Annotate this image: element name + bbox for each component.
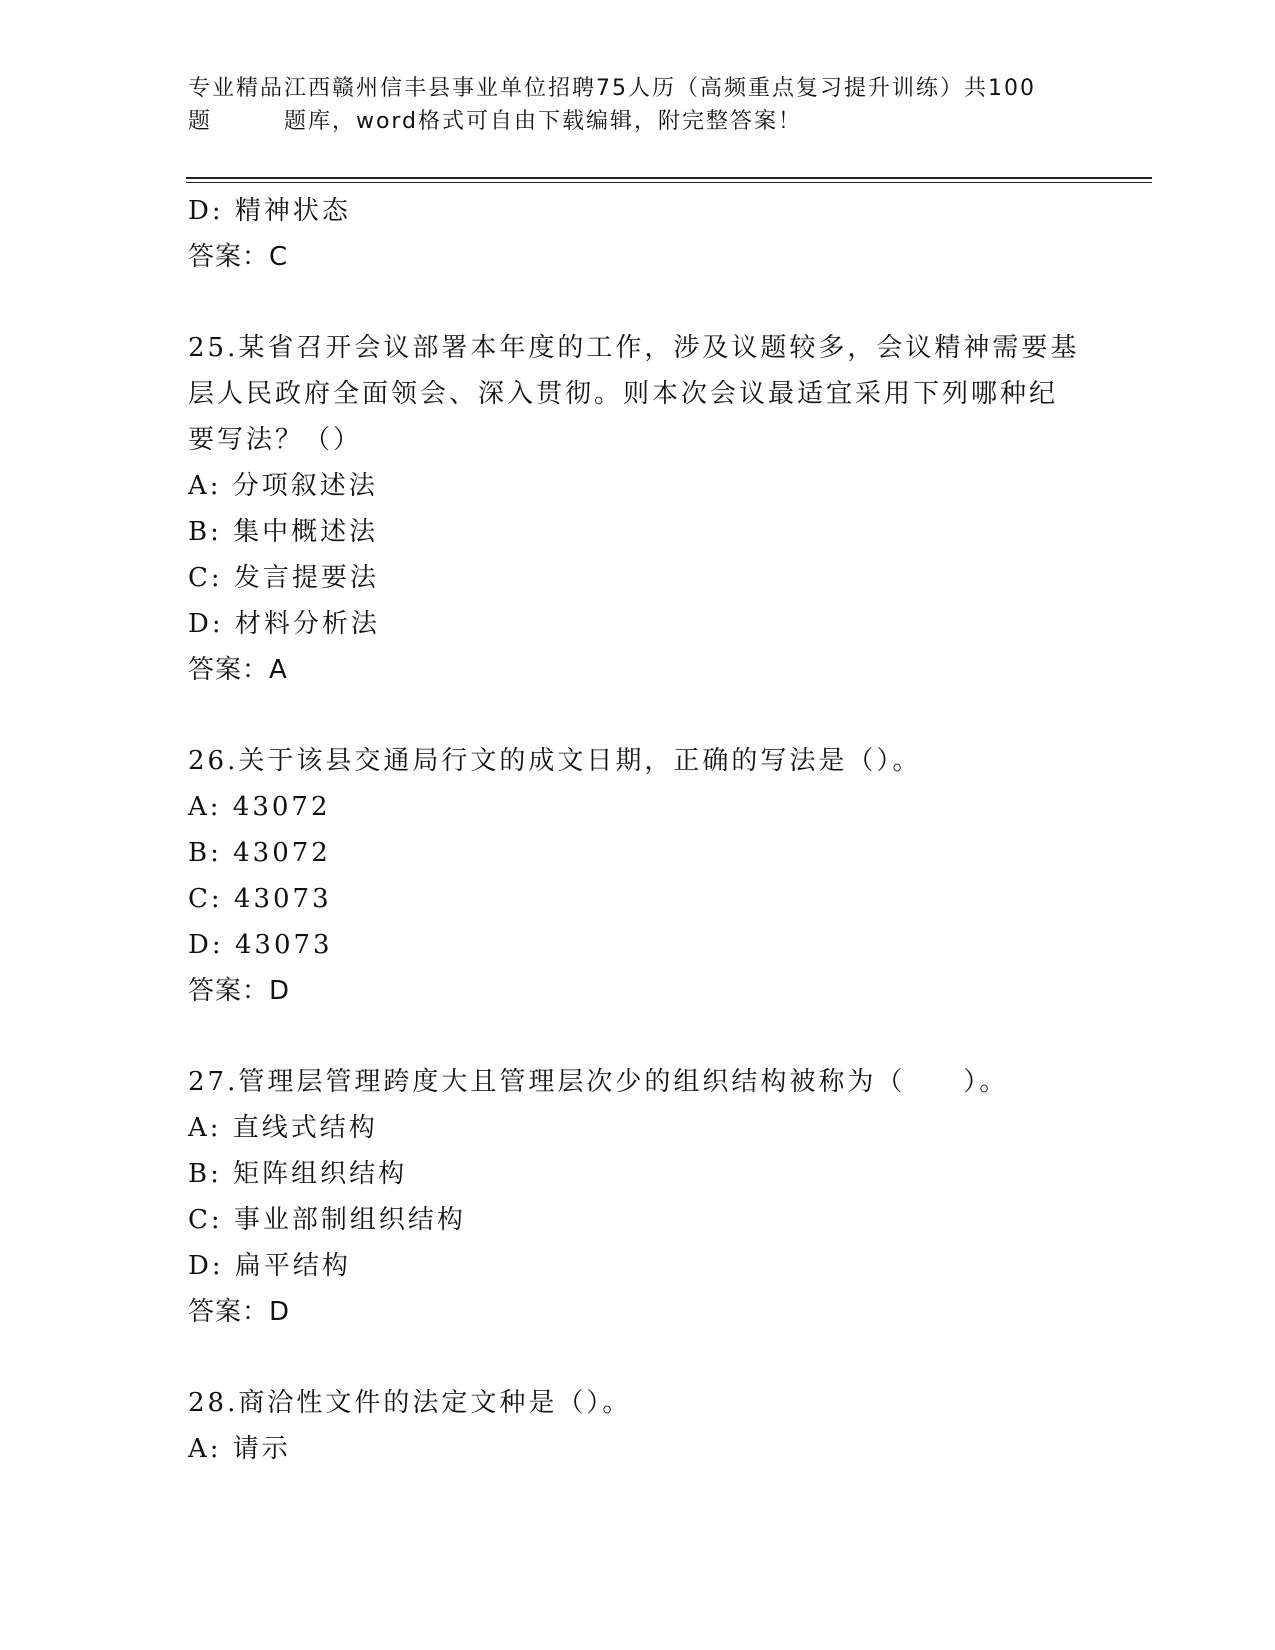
option-d: D: 43073 — [188, 930, 333, 960]
header-line-2: 题 题库，word格式可自由下载编辑，附完整答案！ — [188, 109, 803, 134]
answer: 答案：D — [188, 1297, 291, 1327]
question-27 — [188, 1059, 1088, 1335]
option-d: D: 扁平结构 — [188, 1251, 351, 1281]
header-line-1: 专业精品江西赣州信丰县事业单位招聘75人历（高频重点复习提升训练）共100 — [188, 76, 1036, 101]
header-divider-thin — [186, 182, 1152, 183]
option-c: C: 43073 — [188, 884, 332, 914]
question-28 — [188, 1380, 1088, 1472]
option-b: B: 43072 — [188, 838, 331, 868]
question-stem: 层人民政府全面领会、深入贯彻。则本次会议最适宜采用下列哪种纪 — [188, 379, 1059, 409]
answer: 答案：D — [188, 976, 291, 1006]
question-stem: 25.某省召开会议部署本年度的工作，涉及议题较多，会议精神需要基 — [188, 333, 1080, 363]
question-26 — [188, 738, 1088, 1014]
header-divider-thick — [186, 177, 1152, 179]
document-header — [188, 72, 1088, 138]
question-list — [188, 188, 1088, 1472]
question-25 — [188, 325, 1088, 693]
option-d: D: 精神状态 — [188, 196, 351, 226]
option-a: A: 43072 — [188, 792, 331, 822]
option-c: C: 发言提要法 — [188, 563, 379, 593]
option-c: C: 事业部制组织结构 — [188, 1205, 466, 1235]
option-a: A: 直线式结构 — [188, 1113, 378, 1143]
answer: 答案：C — [188, 242, 289, 272]
option-a: A: 分项叙述法 — [188, 471, 378, 501]
option-b: B: 矩阵组织结构 — [188, 1159, 408, 1189]
option-a: A: 请示 — [188, 1434, 291, 1464]
option-b: B: 集中概述法 — [188, 517, 379, 547]
question-stem: 要写法？（） — [188, 425, 363, 455]
answer: 答案：A — [188, 655, 288, 685]
option-d: D: 材料分析法 — [188, 609, 380, 639]
question-stem: 28.商洽性文件的法定文种是（）。 — [188, 1388, 632, 1418]
question-stem: 27.管理层管理跨度大且管理层次少的组织结构被称为（ ）。 — [188, 1067, 1009, 1097]
question-stem: 26.关于该县交通局行文的成文日期，正确的写法是（）。 — [188, 746, 922, 776]
